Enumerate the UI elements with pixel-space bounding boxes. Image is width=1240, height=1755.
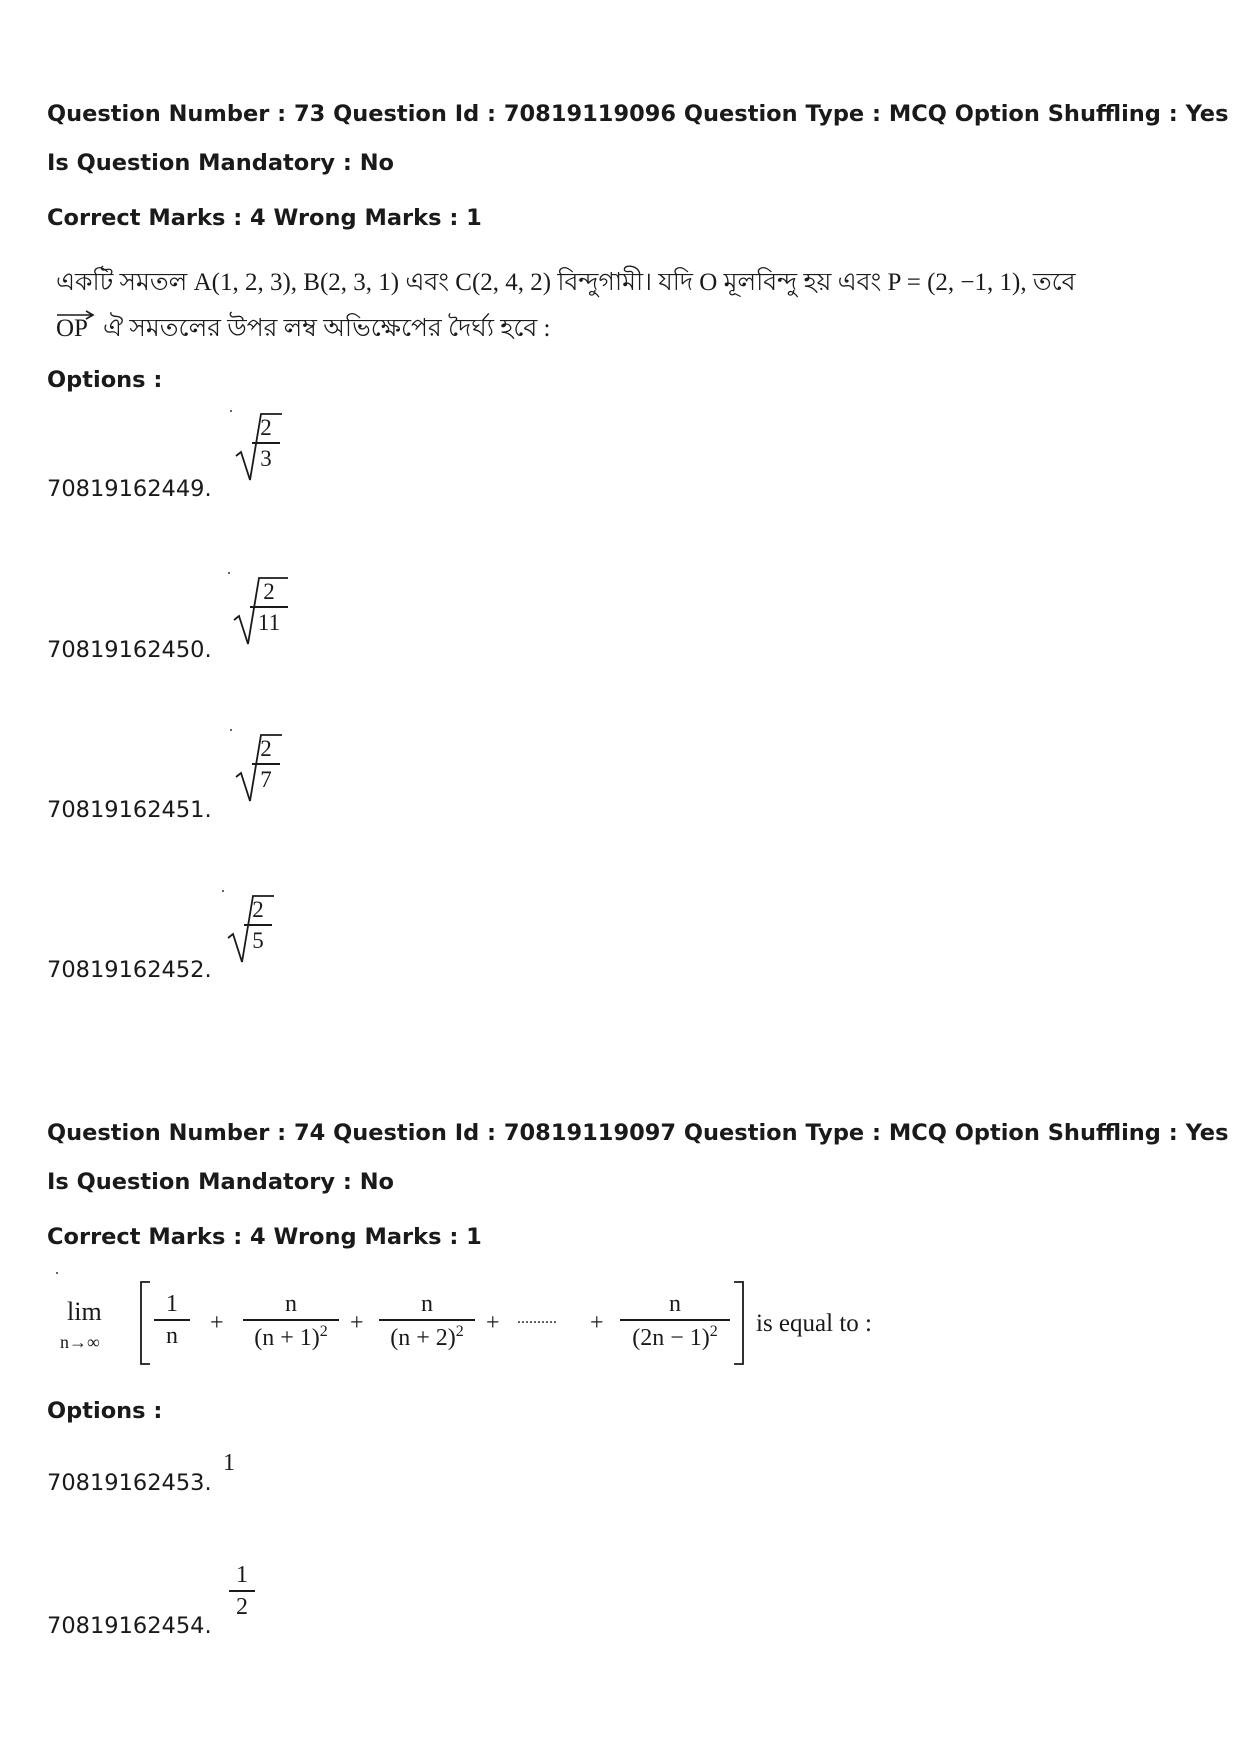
- fraction-numerator: 2: [252, 897, 264, 922]
- fraction-numerator: 2: [260, 736, 272, 761]
- marker-dot: [56, 1272, 58, 1274]
- fraction-bar: [244, 924, 272, 926]
- fraction-denominator: 5: [252, 927, 264, 953]
- fraction-numerator: 1: [236, 1562, 248, 1588]
- fraction-bar: [252, 763, 280, 765]
- right-bracket-icon: [732, 1280, 746, 1366]
- fraction-bar: [229, 1590, 255, 1592]
- term-fraction: n $(n + 2)^2$: [379, 1292, 475, 1350]
- vector-op: OP: [56, 315, 88, 343]
- fraction-denominator: 3: [260, 445, 272, 471]
- plus-sign: +: [486, 1310, 500, 1336]
- mandatory-line: Is Question Mandatory : No: [47, 1169, 394, 1195]
- option-marker-dot: [222, 890, 224, 892]
- option-id: 70819162453.: [47, 1470, 212, 1496]
- options-label: Options :: [47, 367, 163, 393]
- fraction-numerator: 2: [263, 579, 275, 604]
- option-id: 70819162450.: [47, 637, 212, 663]
- fraction-denominator: 7: [260, 766, 272, 792]
- term-fraction: n $(n + 1)^2$: [243, 1292, 339, 1350]
- question-text-line-2: [56, 308, 551, 351]
- term-fraction: 1 n: [154, 1292, 190, 1348]
- option-value-fraction: [229, 1563, 255, 1619]
- question-header: Question Number : 74 Question Id : 70819119097 Question Type : MCQ Option Shuffling : Yes: [47, 1120, 1229, 1146]
- plus-sign: +: [350, 1310, 364, 1336]
- option-id: 70819162452.: [47, 957, 212, 983]
- ellipsis: ..........: [517, 1310, 557, 1327]
- options-label: Options :: [47, 1398, 163, 1424]
- marks-line: Correct Marks : 4 Wrong Marks : 1: [47, 205, 482, 231]
- question-text-line-1: একটি সমতল A(1, 2, 3), B(2, 3, 1) এবং C(2, 4, 2) বিন্দুগামী। যদি O মূলবিন্দু হয় এবং P = (2, −1, 1), তবে: [56, 269, 1076, 296]
- option-marker-dot: [230, 410, 232, 412]
- question-text-rest: ঐ সমতলের উপর লম্ব অভিক্ষেপের দৈর্ঘ্য হবে :: [103, 315, 551, 342]
- lim-subscript: n→∞: [60, 1332, 100, 1352]
- option-id: 70819162454.: [47, 1613, 212, 1639]
- option-marker-dot: [228, 572, 230, 574]
- fraction-numerator: 2: [260, 415, 272, 440]
- limit-expression: [60, 1270, 872, 1370]
- mandatory-line: Is Question Mandatory : No: [47, 150, 394, 176]
- lim-word: lim: [67, 1297, 102, 1326]
- fraction-denominator: 2: [236, 1593, 248, 1620]
- option-id: 70819162451.: [47, 797, 212, 823]
- fraction-bar: [252, 442, 280, 444]
- option-id: 70819162449.: [47, 476, 212, 502]
- left-bracket-icon: [138, 1280, 152, 1366]
- option-value: 1: [223, 1450, 235, 1476]
- fraction-bar: [250, 606, 288, 608]
- term-fraction: n $(2n - 1)^2$: [620, 1292, 730, 1350]
- question-header: Question Number : 73 Question Id : 70819119096 Question Type : MCQ Option Shuffling : Yes: [47, 101, 1229, 127]
- fraction-denominator: 11: [257, 609, 281, 635]
- expression-suffix: is equal to :: [756, 1310, 872, 1337]
- option-marker-dot: [230, 729, 232, 731]
- marks-line: Correct Marks : 4 Wrong Marks : 1: [47, 1224, 482, 1250]
- vector-arrow-icon: [56, 309, 96, 321]
- plus-sign: +: [590, 1310, 604, 1336]
- plus-sign: +: [210, 1310, 224, 1336]
